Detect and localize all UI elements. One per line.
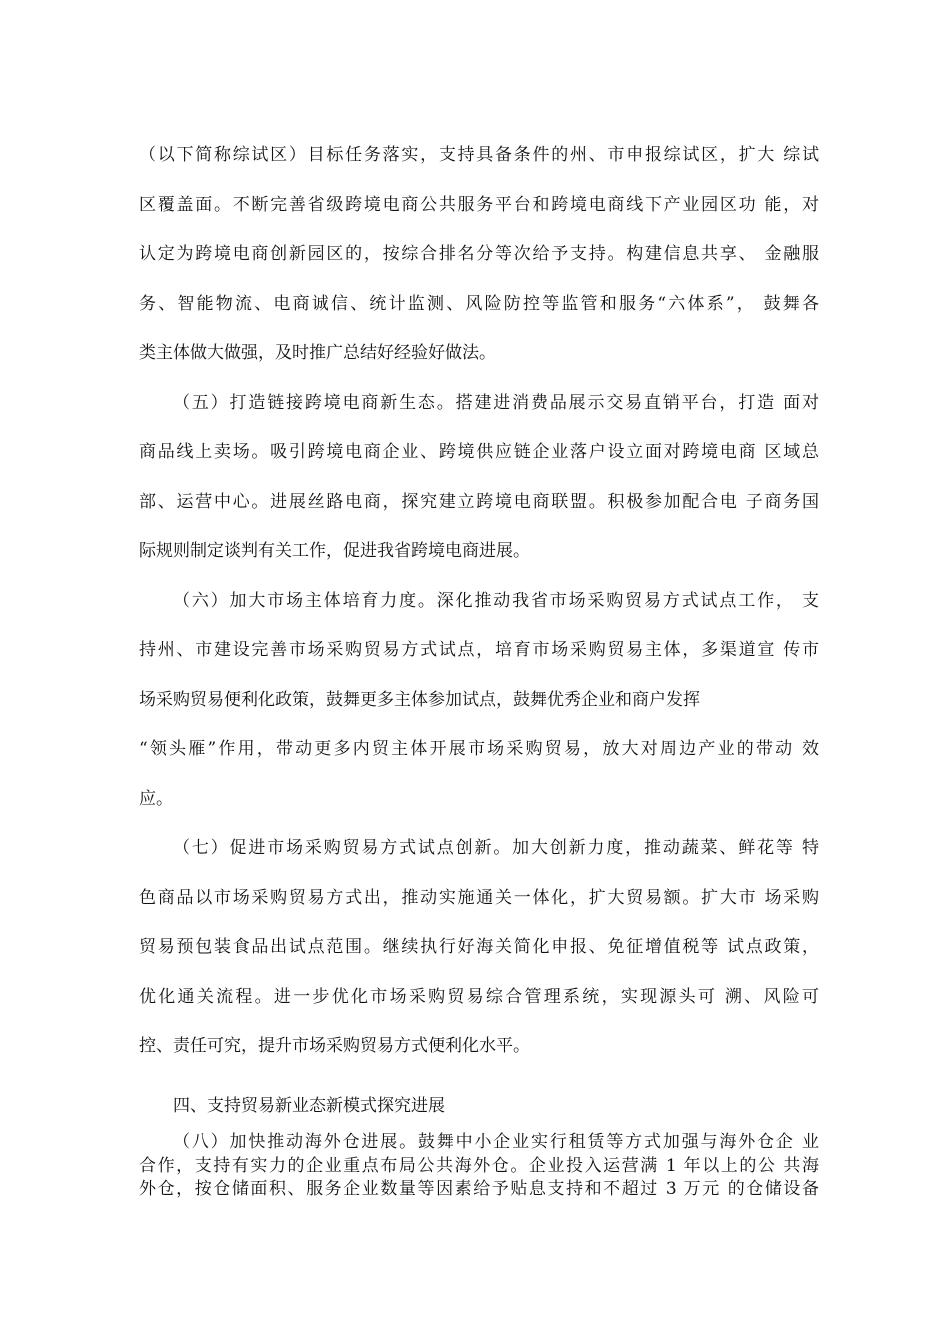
paragraph-4-line-3: 贸易预包装食品出试点范围。继续执行好海关简化申报、免征增值税等 试点政策， xyxy=(139,937,819,957)
paragraph-1-line-2: 区覆盖面。不断完善省级跨境电商公共服务平台和跨境电商线下产业园区功 能，对 xyxy=(139,195,819,215)
paragraph-3-line-1: （六）加大市场主体培育力度。深化推动我省市场采购贸易方式试点工作， 支 xyxy=(173,591,819,611)
paragraph-2-line-4: 际规则制定谈判有关工作，促进我省跨境电商进展。 xyxy=(139,541,530,561)
paragraph-2-line-3: 部、运营中心。进展丝路电商，探究建立跨境电商联盟。积极参加配合电 子商务国 xyxy=(139,492,819,512)
paragraph-3-line-5: 应。 xyxy=(139,789,173,809)
paragraph-1-line-1: （以下简称综试区）目标任务落实，支持具备条件的州、市申报综试区，扩大 综试 xyxy=(139,145,819,165)
paragraph-4-line-1: （七）促进市场采购贸易方式试点创新。加大创新力度，推动蔬菜、鲜花等 特 xyxy=(173,838,819,858)
paragraph-4-line-5: 控、责任可究，提升市场采购贸易方式便利化水平。 xyxy=(139,1036,530,1056)
paragraph-1-line-3: 认定为跨境电商创新园区的，按综合排名分等次给予支持。构建信息共享、 金融服 xyxy=(139,244,819,264)
paragraph-4-line-2: 色商品以市场采购贸易方式出，推动实施通关一体化，扩大贸易额。扩大市 场采购 xyxy=(139,888,819,908)
section-heading: 四、支持贸易新业态新模式探究进展 xyxy=(173,1096,445,1116)
paragraph-2-line-1: （五）打造链接跨境电商新生态。搭建进消费品展示交易直销平台，打造 面对 xyxy=(173,393,819,413)
paragraph-1-line-4: 务、智能物流、电商诚信、统计监测、风险防控等监管和服务“六体系”， 鼓舞各 xyxy=(139,294,819,314)
paragraph-4-line-4: 优化通关流程。进一步优化市场采购贸易综合管理系统，实现源头可 溯、风险可 xyxy=(139,987,819,1007)
paragraph-3-line-3: 场采购贸易便利化政策，鼓舞更多主体参加试点，鼓舞优秀企业和商户发挥 xyxy=(139,690,700,710)
paragraph-3-line-4: “领头雁”作用，带动更多内贸主体开展市场采购贸易，放大对周边产业的带动 效 xyxy=(139,739,819,759)
paragraph-5-line-2: 合作，支持有实力的企业重点布局公共海外仓。企业投入运营满 1 年以上的公 共海 xyxy=(139,1156,819,1176)
paragraph-3-line-2: 持州、市建设完善市场采购贸易方式试点，培育市场采购贸易主体，多渠道宣 传市 xyxy=(139,640,819,660)
paragraph-5-line-3: 外仓，按仓储面积、服务企业数量等因素给予贴息支持和不超过 3 万元 的仓储设备 xyxy=(139,1179,819,1199)
paragraph-2-line-2: 商品线上卖场。吸引跨境电商企业、跨境供应链企业落户设立面对跨境电商 区域总 xyxy=(139,442,819,462)
paragraph-5-line-1: （八）加快推动海外仓进展。鼓舞中小企业实行租赁等方式加强与海外仓企 业 xyxy=(173,1132,819,1152)
paragraph-1-line-5: 类主体做大做强，及时推广总结好经验好做法。 xyxy=(139,343,496,363)
